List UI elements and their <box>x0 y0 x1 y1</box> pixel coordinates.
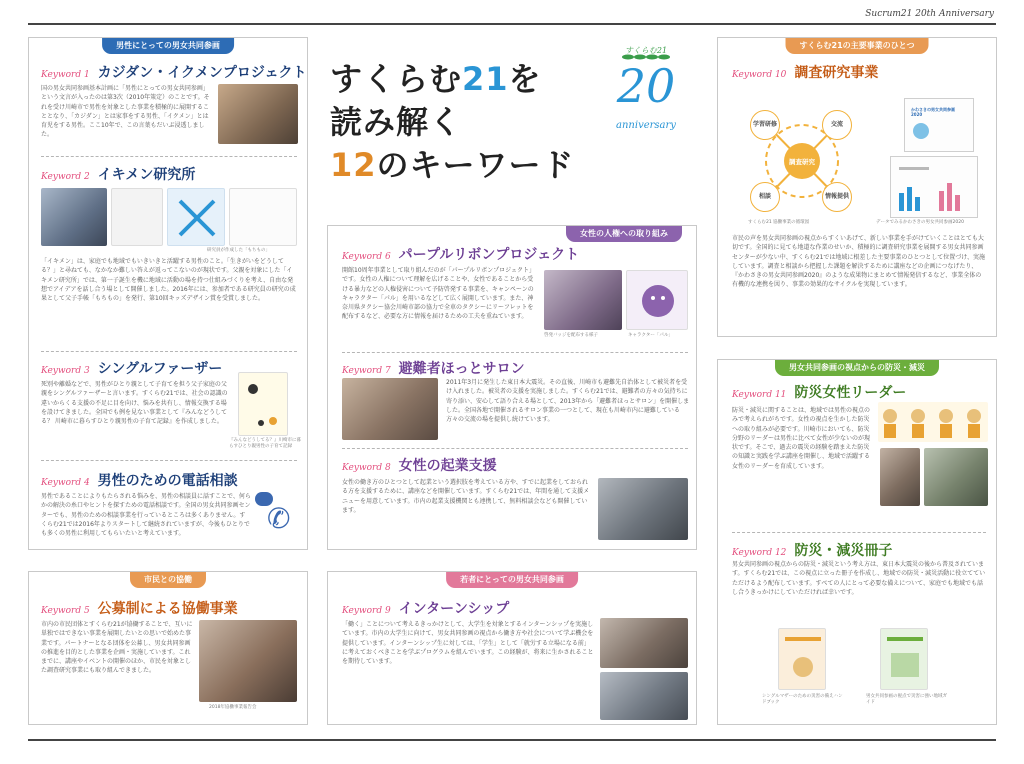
photo-mochimono-book <box>111 188 163 246</box>
cycle-node-information: 情報提供 <box>822 182 852 212</box>
panel-women <box>327 225 697 550</box>
logo-number: 20 <box>616 59 676 113</box>
telephone-icon: ✆ <box>267 502 291 535</box>
keyword-4-body: 男性であることによりもたらされる悩みを、男性の相談員に話すことで、何らかの解決の糸口やヒントを探すための電話相談です。全国の男女共同参画センターでも、男性のための相談事業を行っているところは多くありません。すくらむ21では2016年よりスタートして継続されていますが、今後もひとりでも多くの男性に利用してもらいたいと考えています。 <box>41 493 251 538</box>
photo-evacuee-salon <box>342 378 438 440</box>
keyword-10-body: 市民の声を男女共同参画の視点からすくいあげて、新しい事業を手がけていくことはとても大切です。全国的に見ても地道な作業のせいか、積極的に調査研究事業を展開する男女共同参画センターが少ない中、すくらむ21では地域に根差した主要事業のひとつとして位置づけ、実施しています。調査と相談から把握した課題を解決するために講座などの企画につなげたり、『かわさきの男女共同参画2020』のような成果物にまとめて情報発信するなど、事業全体の有機的な連携を図り、事業の効果的なサイクルを実現しています。 <box>732 235 986 289</box>
panel-youth <box>327 571 697 725</box>
logo-brand: すくらむ21 <box>624 46 668 55</box>
booklet-regional-guide <box>880 628 928 690</box>
x-diagram-icon <box>168 189 226 247</box>
panel-citizens <box>28 571 308 725</box>
title-line-3: 12のキーワード <box>330 146 575 184</box>
keyword-9-heading <box>342 598 509 618</box>
keyword-title: 防災女性リーダー <box>794 385 907 401</box>
booklet-single-mother <box>778 628 826 690</box>
bottom-rule <box>28 739 996 741</box>
section-tab-youth: 若者にとっての男女共同参画 <box>446 571 578 588</box>
photo-disaster-training-1 <box>880 448 920 506</box>
section-tab-men: 男性にとっての男女共同参画 <box>102 37 234 54</box>
keyword-12-body: 男女共同参画の視点からの防災・減災という考え方は、東日本大震災の後から普及されています。すくらむ21では、この視点に立った冊子を作成し、地域での防災・減災活動に役立てていただけるよう配布しています。すべての人にとって必要な備えについて、家庭でも地域でも話し合うきっかけにしていただければ幸いです。 <box>732 561 986 596</box>
keyword-title: 防災・減災冊子 <box>794 543 893 559</box>
divider <box>41 351 297 352</box>
keyword-12-caption-2: 男女共同参画の視点で災害に強い地域ガイド <box>866 694 947 705</box>
section-tab-core: すくらむ21の主要事業のひとつ <box>786 37 929 54</box>
keyword-5-heading <box>41 598 238 618</box>
photo-disaster-training-2 <box>924 448 988 506</box>
panel-disaster <box>717 359 997 725</box>
photo-intern-discussion <box>600 618 688 668</box>
keyword-8-heading <box>342 455 497 475</box>
report-cover <box>904 98 974 152</box>
keyword-1-body: 国の男女共同参画基本計画に「男性にとっての男女共同参画」という文言が入ったのは第3次（2010年策定）のことです。それを受け川崎市で男性を対象とした事業を積極的に展開することとなり、「カジダン」とは家事をする男性、「イクメン」とは育児をする男性。ここ10年で、この言葉もだいぶ浸透しました。 <box>41 85 210 139</box>
keyword-3-heading <box>41 358 222 378</box>
keyword-title: 女性の起業支援 <box>398 458 497 474</box>
keyword-9-body: 「働く」ことについて考えるきっかけとして、大学生を対象とするインターンシップを実施しています。市内の大学生に向けて、男女共同参画の視点から働き方や社会について学ぶ機会を提供しています。インターンシップ生に対しては、「学生」として「就労する立場になる前」に考えておくべきことを学ぶプログラムを組んでいます。この経験が、将来に生かされることを期待しています。 <box>342 621 594 666</box>
birds-illustration-icon <box>239 373 289 437</box>
section-tab-citizens: 市民との協働 <box>130 571 206 588</box>
divider <box>342 448 688 449</box>
keyword-12-heading <box>732 540 892 560</box>
photo-intern-work <box>600 672 688 720</box>
keyword-title: シングルファーザー <box>97 361 223 377</box>
keyword-tag: Keyword 11 <box>732 390 787 400</box>
keyword-tag: Keyword 5 <box>41 606 90 616</box>
photo-ikimen-diagram <box>167 188 225 246</box>
cycle-node-learning: 学習研修 <box>750 110 780 140</box>
report-title: かわさきの男女共同参画2020 <box>911 107 955 118</box>
cycle-node-exchange: 交流 <box>822 110 852 140</box>
keyword-2-caption: 研究員が作成した「もちもの」 <box>207 248 270 253</box>
booklet-cover-icon <box>779 629 827 691</box>
keyword-title: パープルリボンプロジェクト <box>398 247 580 263</box>
keyword-7-heading <box>342 358 525 378</box>
photo-group-meeting <box>199 620 297 702</box>
keyword-10-heading <box>732 62 878 82</box>
photo-ikimen-lab <box>41 188 107 246</box>
keyword-tag: Keyword 3 <box>41 366 90 376</box>
ribbon-character-icon <box>627 271 689 331</box>
keyword-title: 男性のための電話相談 <box>97 473 238 489</box>
research-cycle-diagram <box>740 102 862 220</box>
keyword-11-body: 防災・減災に関することは、地域では男性の視点のみで考えられがちです。女性の視点を生かした防災への取り組みが必要です。川崎市においても、防災分野のリーダーは男性に比べて女性が少ないのが現状です。そこで、過去の震災の経験を踏まえた防災の知識と実践を学ぶ講座を開催し、地域で活躍する女性のリーダーを育成しています。 <box>732 407 871 470</box>
keyword-4-heading <box>41 470 238 490</box>
illustration-women-leaders <box>878 402 988 442</box>
keyword-3-body: 死別や離婚などで、男性がひとり親として子育てを担う父子家庭の父親をシングルファーザーと言います。すくらむ21では、社会の認識の違いからくる支援の不足に目を向け、悩みを共有し、情報交換する場を設けてきました。全国でも例を見ない事業として『みんなどうしてる？ 川崎市に暮らすひとり親男性の子育て記録』を作成しました。 <box>41 381 228 426</box>
section-tab-women: 女性の人権への取り組み <box>566 225 682 242</box>
anniversary-header: Sucrum21 20th Anniversary <box>865 9 994 19</box>
keyword-title: カジダン・イクメンプロジェクト <box>97 65 307 81</box>
photo-entrepreneur-seminar <box>598 478 688 540</box>
photo-mochimono-pages <box>229 188 297 246</box>
keyword-tag: Keyword 10 <box>732 70 787 80</box>
title-line-1: すくらむ21を <box>330 60 542 98</box>
keyword-tag: Keyword 7 <box>342 366 391 376</box>
report-chart-page <box>890 156 978 218</box>
keyword-title: 避難者ほっとサロン <box>398 361 525 377</box>
keyword-tag: Keyword 2 <box>41 172 90 182</box>
cycle-node-consultation: 相談 <box>750 182 780 212</box>
divider <box>41 460 297 461</box>
keyword-tag: Keyword 12 <box>732 548 787 558</box>
keyword-7-body: 2011年3月に発生した東日本大震災。その直後、川崎市も避難先自治体として被災者を受け入れました。被災者の支援を実施しました。すくらむ21では、避難者の方々の気持ちに寄り添い、安心して語り合える場として、2013年から「避難者ほっとサロン」を開催しました。全国各地で開催されるサロン事業の一つとして、現在も川崎市内に避難している方々の交流の場を提供し続けています。 <box>446 379 690 424</box>
keyword-2-body: 「イキメン」は、家庭でも地域でもいきいきと活躍する男性のこと。「生きがいをどうしてる？」と尋ねても、なかなか難しい答えが返ってこないのが現状です。父親を対象にした「イキメン研究所」では、第一子誕生を機に地域に活動の場を持つ仕組みづくりを考え、自由な発想でアイデアを話し合う場として開催しました。2016年には、参加者である研究員の研究の成果として父子手帳「もちもの」を発行、第10回キッズデザイン賞を受賞しました。 <box>41 258 296 303</box>
divider <box>41 156 297 157</box>
logo-word: anniversary <box>616 120 676 131</box>
keyword-6-caption-2: キャラクター「パル」 <box>628 333 673 338</box>
keyword-title: 公募制による協働事業 <box>97 601 238 617</box>
keyword-tag: Keyword 1 <box>41 70 90 80</box>
divider <box>342 352 688 353</box>
keyword-3-caption: 『みんなどうしてる？』川崎市に暮らすひとり親男性の子育て記録 <box>229 438 301 449</box>
keyword-title: インターンシップ <box>398 601 510 617</box>
people-illustration-icon <box>878 402 988 442</box>
keyword-8-body: 女性の働き方のひとつとして起業という選択肢を考えている方や、すでに起業をしておられる方を支援するために、講座などを開催しています。すくらむ21では、年間を通して支援メニューを用意しています。市内の起業支援機関とも連携して、無料相談会なども開催しています。 <box>342 479 590 514</box>
keyword-11-heading <box>732 382 906 402</box>
photo-character-pal <box>626 270 688 330</box>
keyword-10-caption-2: データでみるかわさきの男女共同参画2020 <box>876 220 964 225</box>
keyword-5-body: 市内の市民団体とすくらむ21が協働することで、互いに単独ではできない事業を展開したいとの思いで始めた事業です。パートナーとなる団体を公募し、男女共同参画の推進を目的とした事業を企画・実施しています。これまでに、講座やイベントの開催のほか、市民を対象とした調査研究事業にも取り組んできました。 <box>41 621 193 675</box>
keyword-tag: Keyword 8 <box>342 463 391 473</box>
keyword-2-heading <box>41 164 195 184</box>
title-line-2: 読み解く <box>330 103 463 141</box>
cycle-center-research: 調査研究 <box>784 143 820 179</box>
keyword-12-caption-1: シングルマザーのための災害の備えハンドブック <box>762 694 843 705</box>
top-rule <box>28 23 996 25</box>
report-globe-icon <box>905 99 975 153</box>
keyword-6-heading <box>342 244 579 264</box>
divider <box>732 532 986 533</box>
keyword-10-caption-1: すくらむ21 協働事業の循環図 <box>748 220 810 225</box>
panel-men <box>28 37 308 550</box>
keyword-6-body: 開館10周年事業として取り組んだのが「パープルリボンプロジェクト」です。女性の人権について理解を広げることや、女性であることから受ける暴力などの人権侵害について予防啓発する事業を、キャンペーンのキャラクター「パル」を用いるなどして広く展開しています。また、神奈川県タクシー協会川崎市部の協力で全車のタクシーにリーフレットを配布するなど、必要な方に情報を届けるための工夫を重ねています。 <box>342 267 535 321</box>
keyword-tag: Keyword 6 <box>342 252 391 262</box>
bar-chart-icon <box>891 157 979 219</box>
booklet-cover-icon <box>881 629 929 691</box>
keyword-title: イキメン研究所 <box>97 167 196 183</box>
keyword-tag: Keyword 4 <box>41 478 90 488</box>
photo-single-father-booklet <box>238 372 288 436</box>
photo-purple-ribbon-event <box>544 270 622 330</box>
section-tab-disaster: 男女共同参画の視点からの防災・減災 <box>775 359 939 376</box>
keyword-6-caption-1: 啓発バッジを配布する様子 <box>544 333 598 338</box>
photo-father-child <box>218 84 298 144</box>
keyword-5-caption: 2018年協働事業報告会 <box>209 705 257 710</box>
keyword-title: 調査研究事業 <box>794 65 879 81</box>
keyword-tag: Keyword 9 <box>342 606 391 616</box>
keyword-1-heading <box>41 62 307 82</box>
